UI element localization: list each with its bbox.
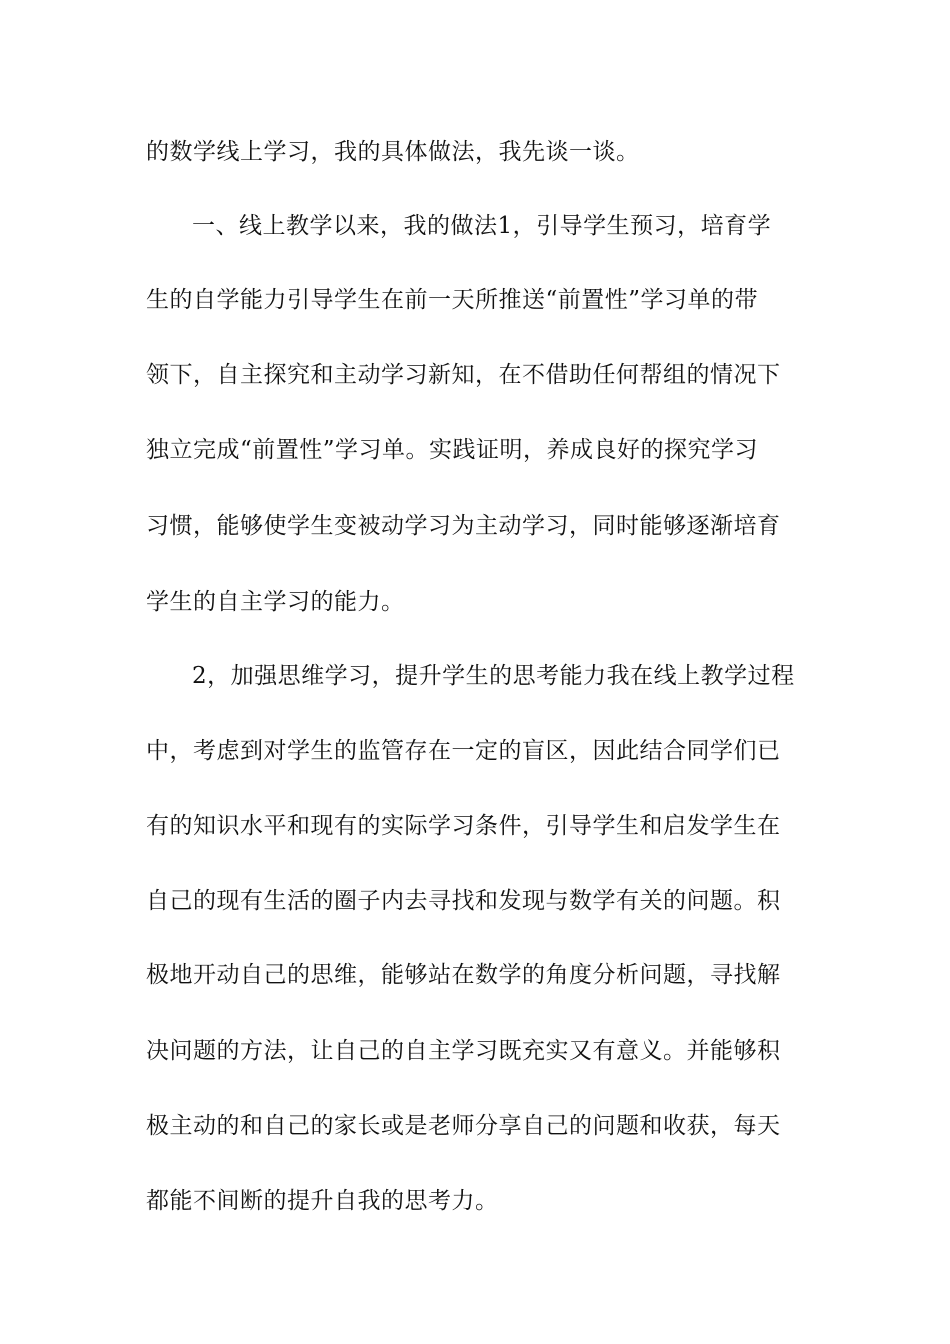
paragraph-2-line-2: 中，考虑到对学生的监管存在一定的盲区，因此结合同学们已 [146, 738, 781, 764]
paragraph-2-line-8: 都能不间断的提升自我的思考力。 [146, 1188, 499, 1214]
paragraph-2-line-1: 2，加强思维学习，提升学生的思考能力我在线上教学过程 [192, 663, 795, 689]
paragraph-1-line-1: 一、线上教学以来，我的做法1，引导学生预习，培育学 [192, 213, 772, 239]
paragraph-2-line-7: 极主动的和自己的家长或是老师分享自己的问题和收获，每天 [146, 1113, 781, 1139]
paragraph-1-line-5: 习惯，能够使学生变被动学习为主动学习，同时能够逐渐培育 [146, 513, 781, 539]
paragraph-1-line-4: 独立完成“前置性”学习单。实践证明，养成良好的探究学习 [146, 437, 759, 463]
paragraph-2-line-3: 有的知识水平和现有的实际学习条件，引导学生和启发学生在 [146, 813, 781, 839]
paragraph-1-line-2: 生的自学能力引导学生在前一天所推送“前置性”学习单的带 [146, 287, 759, 313]
paragraph-1-line-3: 领下，自主探究和主动学习新知，在不借助任何帮组的情况下 [146, 362, 781, 388]
paragraph-1-line-6: 学生的自主学习的能力。 [146, 589, 405, 615]
paragraph-2-line-6: 决问题的方法，让自己的自主学习既充实又有意义。并能够积 [146, 1038, 781, 1064]
paragraph-2-line-5: 极地开动自己的思维，能够站在数学的角度分析问题，寻找解 [146, 962, 781, 988]
text-line-1: 的数学线上学习，我的具体做法，我先谈一谈。 [146, 139, 640, 165]
paragraph-2-line-4: 自己的现有生活的圈子内去寻找和发现与数学有关的问题。积 [146, 888, 781, 914]
